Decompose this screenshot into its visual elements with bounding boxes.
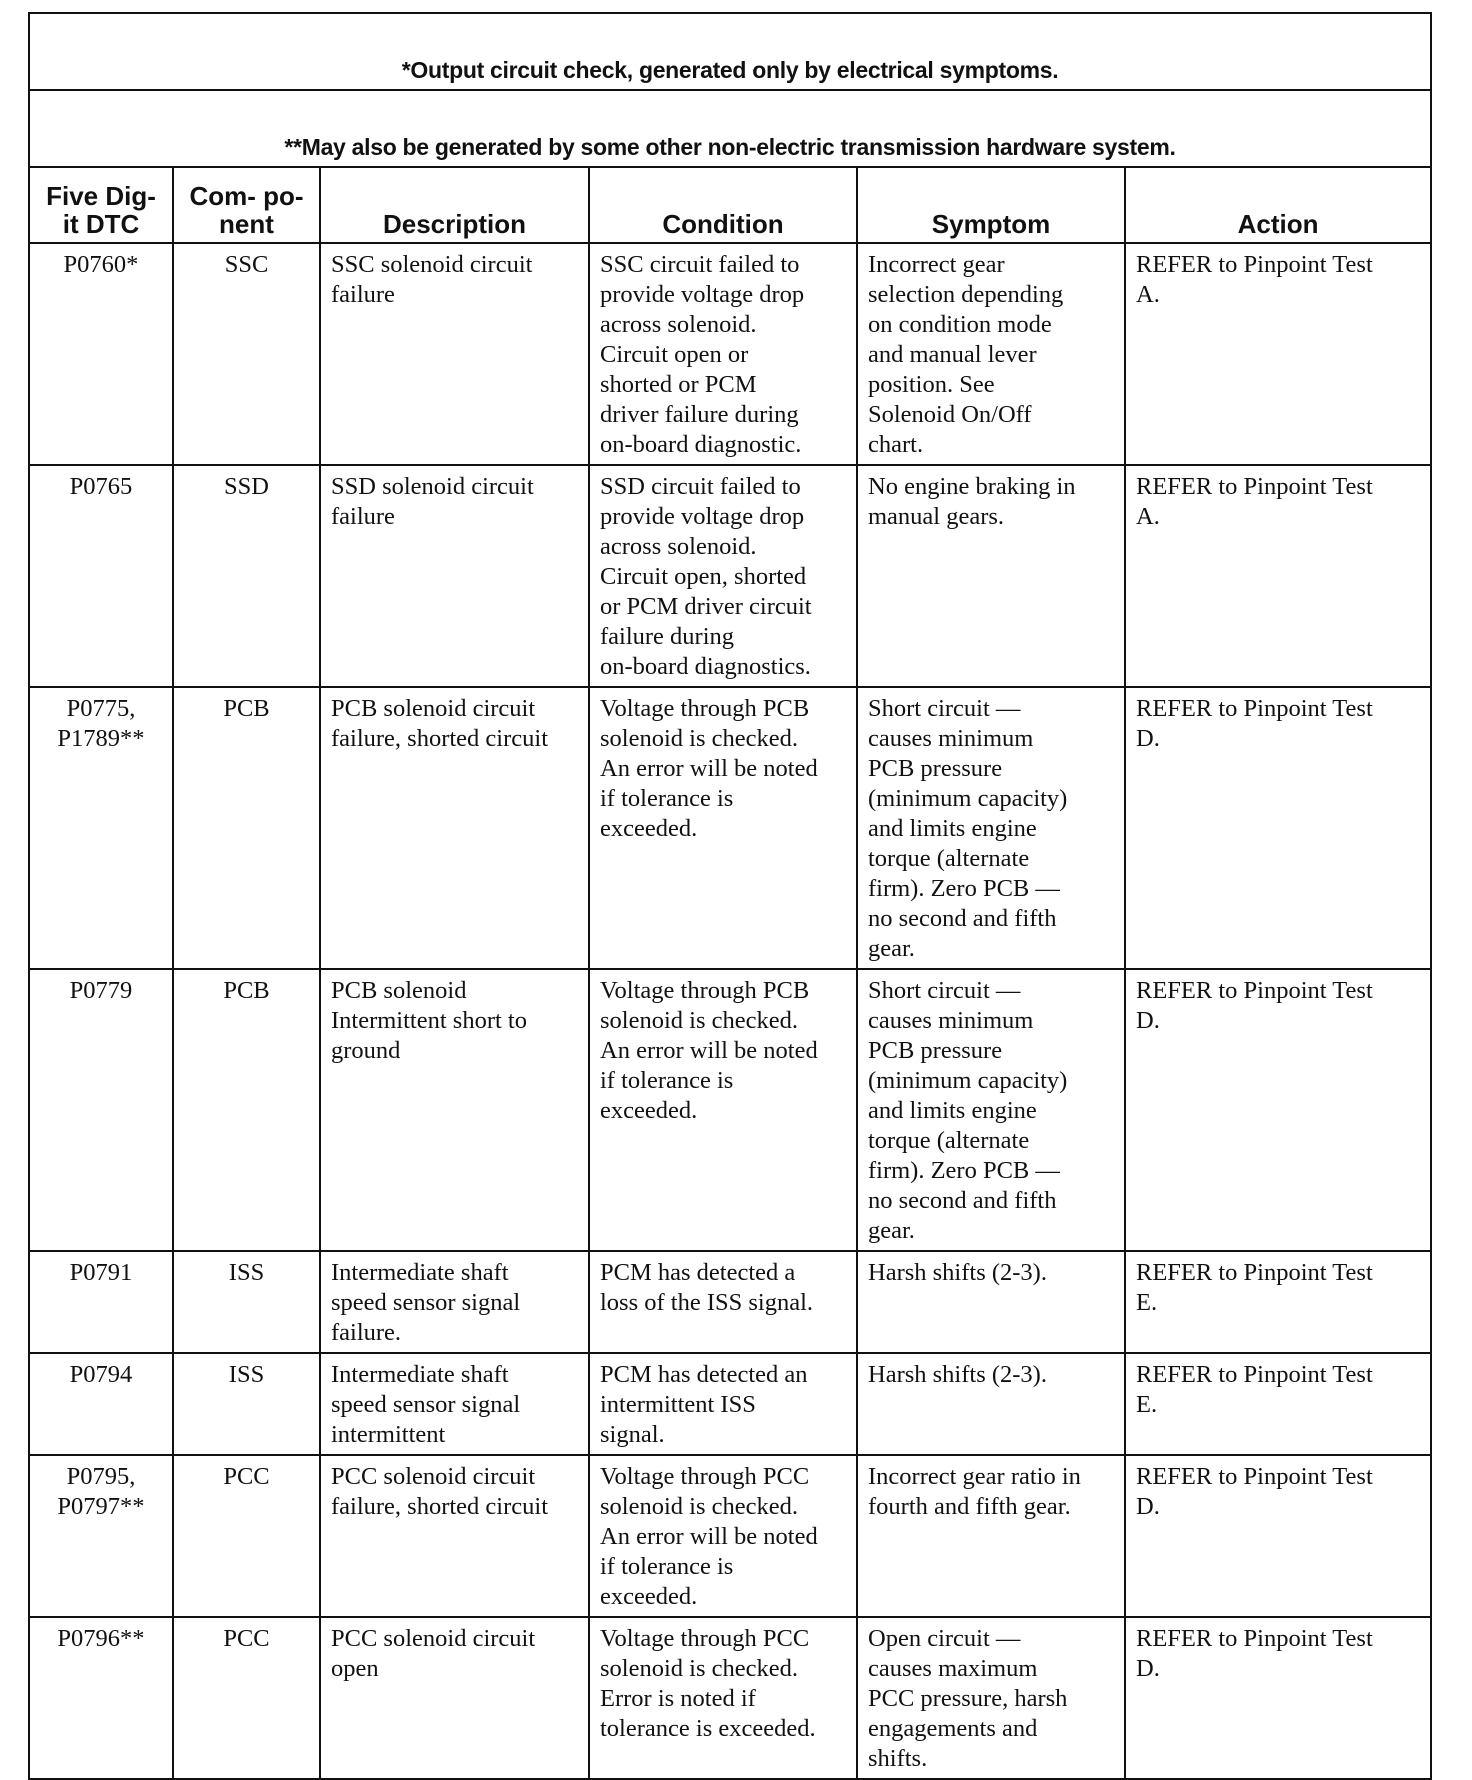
action-cell: REFER to Pinpoint Test E. [1125,1251,1431,1353]
dtc-table [28,12,1432,1780]
symptom-cell: Harsh shifts (2-3). [857,1251,1125,1353]
table-row [29,465,1431,687]
description-cell: PCC solenoid circuit failure, shorted circuit [320,1455,589,1617]
dtc-code-cell: P0765 [29,465,173,687]
dtc-code-cell: P0795, P0797** [29,1455,173,1617]
symptom-cell: No engine braking in manual gears. [857,465,1125,687]
component-cell: PCC [173,1455,320,1617]
dtc-code-cell: P0791 [29,1251,173,1353]
symptom-cell: Short circuit — causes minimum PCB pressure (minimum capacity) and limits engine torque (alternate firm). Zero PCB — no second and fifth gear. [857,969,1125,1251]
dtc-chart [28,12,1430,1780]
dtc-code-cell: P0796** [29,1617,173,1779]
dtc-code-cell: P0760* [29,243,173,465]
dtc-code-cell: P0775, P1789** [29,687,173,969]
component-cell: ISS [173,1353,320,1455]
component-cell: PCC [173,1617,320,1779]
description-cell: Intermediate shaft speed sensor signal intermittent [320,1353,589,1455]
description-cell: SSD solenoid circuit failure [320,465,589,687]
action-cell: REFER to Pinpoint Test D. [1125,969,1431,1251]
column-header-code: Five Dig- it DTC [29,167,173,243]
component-cell: SSC [173,243,320,465]
condition-cell: Voltage through PCC solenoid is checked. An error will be noted if tolerance is exceeded. [589,1455,857,1617]
description-cell: PCC solenoid circuit open [320,1617,589,1779]
action-cell: REFER to Pinpoint Test D. [1125,687,1431,969]
table-row [29,1617,1431,1779]
table-body [29,243,1431,1779]
action-cell: REFER to Pinpoint Test E. [1125,1353,1431,1455]
output-circuit-note: *Output circuit check, generated only by electrical symptoms. [29,13,1431,90]
column-header-description: Description [320,167,589,243]
table-row [29,969,1431,1251]
column-header-row [29,167,1431,243]
component-cell: SSD [173,465,320,687]
component-cell: PCB [173,969,320,1251]
table-row [29,687,1431,969]
note-row [29,13,1431,90]
table-row [29,1353,1431,1455]
symptom-cell: Open circuit — causes maximum PCC pressure, harsh engagements and shifts. [857,1617,1125,1779]
symptom-cell: Harsh shifts (2-3). [857,1353,1125,1455]
symptom-cell: Short circuit — causes minimum PCB pressure (minimum capacity) and limits engine torque (alternate firm). Zero PCB — no second and fifth gear. [857,687,1125,969]
non-electric-note: **May also be generated by some other non-electric transmission hardware system. [29,90,1431,167]
dtc-code-cell: P0794 [29,1353,173,1455]
column-header-component: Com- po- nent [173,167,320,243]
condition-cell: PCM has detected an intermittent ISS signal. [589,1353,857,1455]
column-header-condition: Condition [589,167,857,243]
description-cell: PCB solenoid Intermittent short to ground [320,969,589,1251]
description-cell: SSC solenoid circuit failure [320,243,589,465]
action-cell: REFER to Pinpoint Test A. [1125,243,1431,465]
table-row [29,243,1431,465]
component-cell: ISS [173,1251,320,1353]
description-cell: PCB solenoid circuit failure, shorted circuit [320,687,589,969]
condition-cell: PCM has detected a loss of the ISS signal. [589,1251,857,1353]
condition-cell: SSC circuit failed to provide voltage drop across solenoid. Circuit open or shorted or PCM driver failure during on-board diagnostic. [589,243,857,465]
column-header-action: Action [1125,167,1431,243]
note-row [29,90,1431,167]
symptom-cell: Incorrect gear selection depending on condition mode and manual lever position. See Solenoid On/Off chart. [857,243,1125,465]
symptom-cell: Incorrect gear ratio in fourth and fifth gear. [857,1455,1125,1617]
condition-cell: Voltage through PCB solenoid is checked. An error will be noted if tolerance is exceeded. [589,969,857,1251]
condition-cell: Voltage through PCB solenoid is checked. An error will be noted if tolerance is exceeded. [589,687,857,969]
table-header [29,13,1431,243]
dtc-code-cell: P0779 [29,969,173,1251]
table-row [29,1251,1431,1353]
table-row [29,1455,1431,1617]
action-cell: REFER to Pinpoint Test D. [1125,1617,1431,1779]
action-cell: REFER to Pinpoint Test D. [1125,1455,1431,1617]
condition-cell: Voltage through PCC solenoid is checked. Error is noted if tolerance is exceeded. [589,1617,857,1779]
description-cell: Intermediate shaft speed sensor signal failure. [320,1251,589,1353]
column-header-symptom: Symptom [857,167,1125,243]
action-cell: REFER to Pinpoint Test A. [1125,465,1431,687]
component-cell: PCB [173,687,320,969]
condition-cell: SSD circuit failed to provide voltage drop across solenoid. Circuit open, shorted or PCM driver circuit failure during on-board diagnostics. [589,465,857,687]
